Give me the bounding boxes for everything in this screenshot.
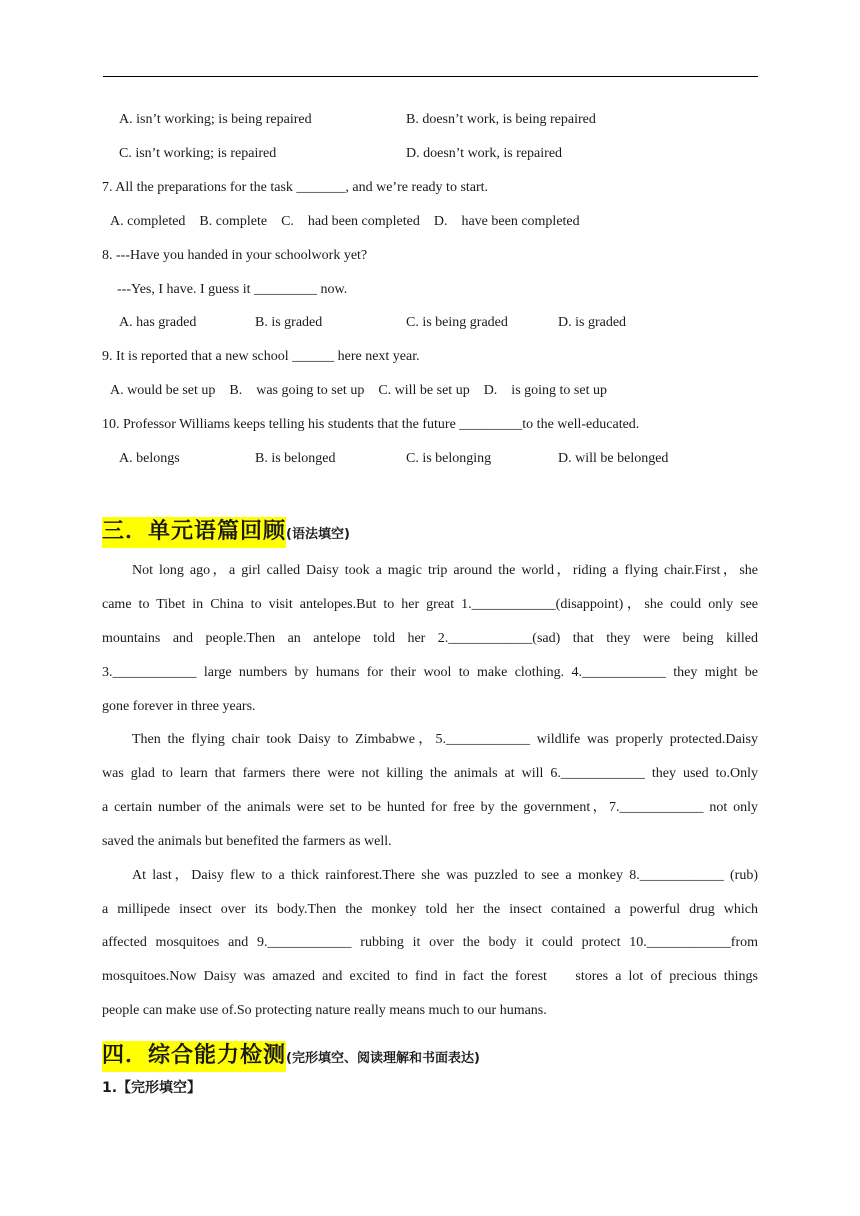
q6-option-a: A. isn’t working; is being repaired [119, 112, 312, 127]
q8-option-c: C. is being graded [406, 315, 508, 330]
q6-option-b: B. doesn’t work, is being repaired [406, 112, 596, 127]
q7-stem: 7. All the preparations for the task _______, and we’re ready to start. [102, 180, 489, 195]
passage-p2-line-1: Then the flying chair took Daisy to Zimbabwe，5.____________ wildlife was properly protected.Daisy [132, 732, 758, 747]
passage-p2-line-4: saved the animals but benefited the farmers as well. [102, 834, 392, 849]
q10-stem: 10. Professor Williams keeps telling his students that the future _________to the well-educated. [102, 417, 640, 432]
section-4-heading [102, 1038, 480, 1069]
cloze-heading: 1.【完形填空】 [102, 1080, 202, 1096]
passage-p3-line-2: a millipede insect over its body.Then the monkey told her the insect contained a powerful drug which [102, 902, 758, 917]
q10-option-c: C. is belonging [406, 451, 492, 466]
q8-stem-2: ---Yes, I have. I guess it _________ now. [117, 282, 348, 297]
q8-option-b: B. is graded [255, 315, 323, 330]
q8-stem: 8. ---Have you handed in your schoolwork yet? [102, 248, 368, 263]
section-3-subtitle: (语法填空) [286, 527, 350, 542]
q9-stem: 9. It is reported that a new school ______ here next year. [102, 349, 420, 364]
q8-option-a: A. has graded [119, 315, 197, 330]
passage-p1-line-2: came to Tibet in China to visit antelopes.But to her great 1.____________(disappoint)，she could only see [102, 597, 758, 612]
section-4-subtitle: (完形填空、阅读理解和书面表达) [286, 1051, 480, 1066]
passage-p1-line-5: gone forever in three years. [102, 699, 256, 714]
header-rule [103, 76, 758, 77]
section-4-title: 四．综合能力检测 [102, 1041, 286, 1072]
passage-p1-line-3: mountains and people.Then an antelope told her 2.____________(sad) that they were being killed [102, 631, 758, 646]
q10-option-b: B. is belonged [255, 451, 336, 466]
q8-option-d: D. is graded [558, 315, 627, 330]
passage-p3-line-5: people can make use of.So protecting nature really means much to our humans. [102, 1003, 547, 1018]
passage-p1-line-4: 3.____________ large numbers by humans for their wool to make clothing. 4.____________ they might be [102, 665, 758, 680]
q10-option-d: D. will be belonged [558, 451, 669, 466]
q10-option-a: A. belongs [119, 451, 180, 466]
q6-option-d: D. doesn’t work, is repaired [406, 146, 563, 161]
passage-p3-line-1: At last，Daisy flew to a thick rainforest.There she was puzzled to see a monkey 8.____________ (rub) [132, 868, 758, 883]
q9-options: A. would be set up B. was going to set up C. will be set up D. is going to set up [110, 383, 607, 398]
passage-p2-line-2: was glad to learn that farmers there were not killing the animals at will 6.____________ they used to.Only [102, 766, 758, 781]
passage-p2-line-3: a certain number of the animals were set to be hunted for free by the government，7.____________ not only [102, 800, 758, 815]
passage-p3-line-4: mosquitoes.Now Daisy was amazed and excited to find in fact the forest stores a lot of precious things [102, 969, 758, 984]
q6-option-c: C. isn’t working; is repaired [119, 146, 277, 161]
section-3-heading [102, 514, 350, 545]
passage-p3-line-3: affected mosquitoes and 9.____________ rubbing it over the body it could protect 10.____________from [102, 935, 758, 950]
passage-p1-line-1: Not long ago，a girl called Daisy took a magic trip around the world，riding a flying chair.First，she [132, 563, 758, 578]
q7-options: A. completed B. complete C. had been completed D. have been completed [110, 214, 580, 229]
section-3-title: 三．单元语篇回顾 [102, 517, 286, 548]
